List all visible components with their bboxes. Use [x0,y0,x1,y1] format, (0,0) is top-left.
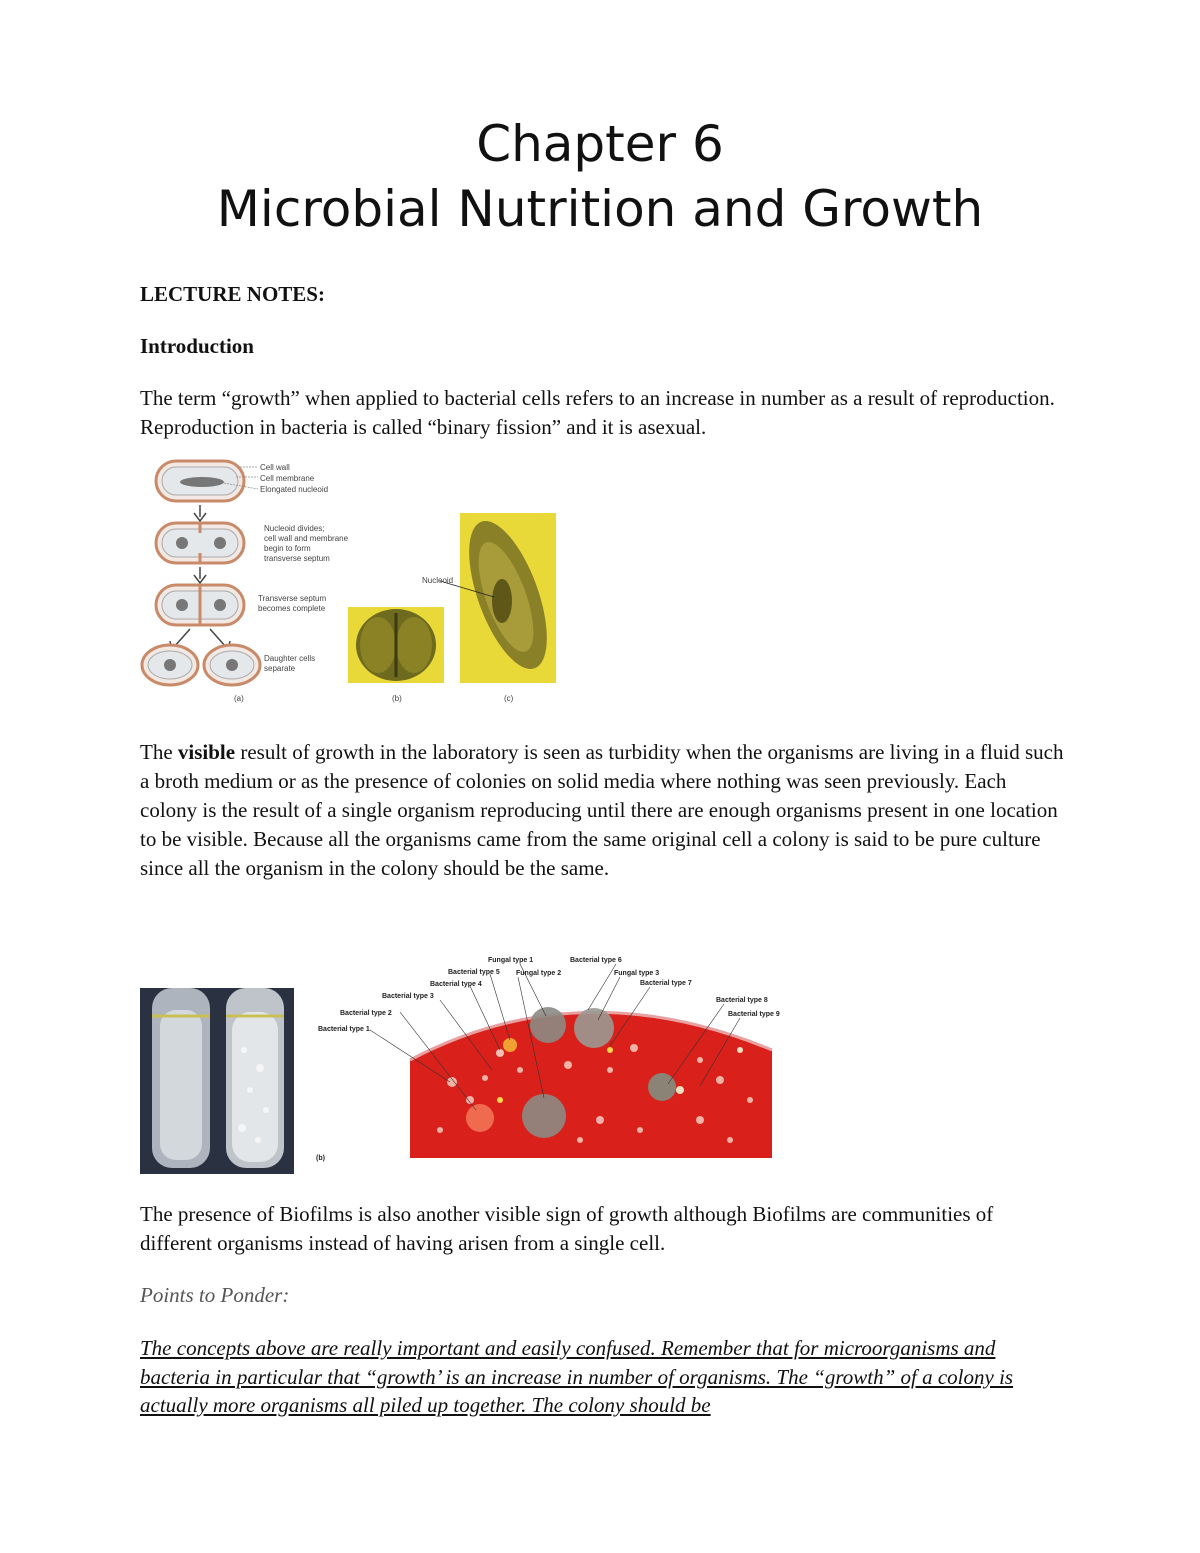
label-fungal-3: Fungal type 3 [614,970,660,977]
binary-fission-figure [140,455,565,710]
visible-bold-word: visible [177,740,236,764]
daughter-cells [142,645,260,685]
label-elongated-nucleoid: Elongated nucleoid [260,485,329,494]
cell-stage-1 [156,461,244,501]
label-daughter-cells: Daughter cells [264,654,316,663]
label-nucleoid-divides: Nucleoid divides; [264,524,325,533]
points-to-ponder-heading: Points to Ponder: [140,1283,290,1307]
label-fungal-2: Fungal type 2 [516,970,562,977]
intro-paragraph: The term “growth” when applied to bacterial cells refers to an increase in number as a result of reproduction. Reproduction in bacteria is called “binary fission” and it is asexual. [140,386,1055,439]
label-bacterial-8: Bacterial type 8 [716,997,768,1004]
chapter-title: Microbial Nutrition and Growth [216,180,984,238]
label-bacterial-2: Bacterial type 2 [340,1010,392,1017]
introduction-heading: Introduction [140,334,254,358]
panel-a-label: (a) [234,694,244,703]
label-cell-membrane: Cell membrane [260,474,315,483]
panel-b-label: (b) [392,694,402,703]
points-to-ponder-text: The concepts above are really important and easily confused. Remember that for microorganisms and bacteria in particular that “growth’ is an increase in number of organisms. The “growth” of a colony is actually more organisms all piled up together. The colony should be [140,1336,1014,1417]
micrograph-dividing-cell [348,607,444,683]
label-nucleoid-divides-2: cell wall and membrane [264,534,349,543]
label-nucleoid-divides-3: begin to form [264,544,311,553]
cell-stage-3 [156,585,244,625]
label-transverse-septum-2: becomes complete [258,604,326,613]
growth-figure [140,950,780,1175]
visible-paragraph-rest: result of growth in the laboratory is seen as turbidity when the organisms are living in a fluid such a broth medium or as the presence of colonies on solid media where nothing was seen previously. Each colony is the result of a single organism reproducing until there are enough organisms present in one location to be visible. Because all the organisms came from the same original cell a colony is said to be pure culture since all the organism in the colony should be the same. [140,740,1064,880]
label-daughter-cells-2: separate [264,664,296,673]
label-bacterial-9: Bacterial type 9 [728,1011,780,1018]
label-bacterial-5: Bacterial type 5 [448,969,500,976]
label-nucleoid-divides-4: transverse septum [264,554,330,563]
visible-paragraph-start: The [140,740,178,764]
label-cell-wall: Cell wall [260,463,290,472]
label-bacterial-3: Bacterial type 3 [382,993,434,1000]
lecture-notes-heading: LECTURE NOTES: [140,282,325,306]
label-transverse-septum: Transverse septum [258,594,327,603]
visible-growth-paragraph [140,738,1065,883]
panel-b-label-2: (b) [316,1155,325,1162]
label-bacterial-7: Bacterial type 7 [640,980,692,987]
label-fungal-1: Fungal type 1 [488,957,534,964]
cell-stage-2 [156,523,244,563]
broth-tubes-photo [140,988,294,1174]
label-bacterial-4: Bacterial type 4 [430,981,482,988]
chapter-number: Chapter 6 [476,115,724,173]
label-bacterial-1: Bacterial type 1 [318,1026,370,1033]
label-bacterial-6: Bacterial type 6 [570,957,622,964]
panel-c-label: (c) [504,694,514,703]
biofilm-paragraph: The presence of Biofilms is also another visible sign of growth although Biofilms are communities of different organisms instead of having arisen from a single cell. [140,1202,994,1255]
label-nucleoid: Nucleoid [422,576,454,585]
micrograph-nucleoid [453,511,563,683]
